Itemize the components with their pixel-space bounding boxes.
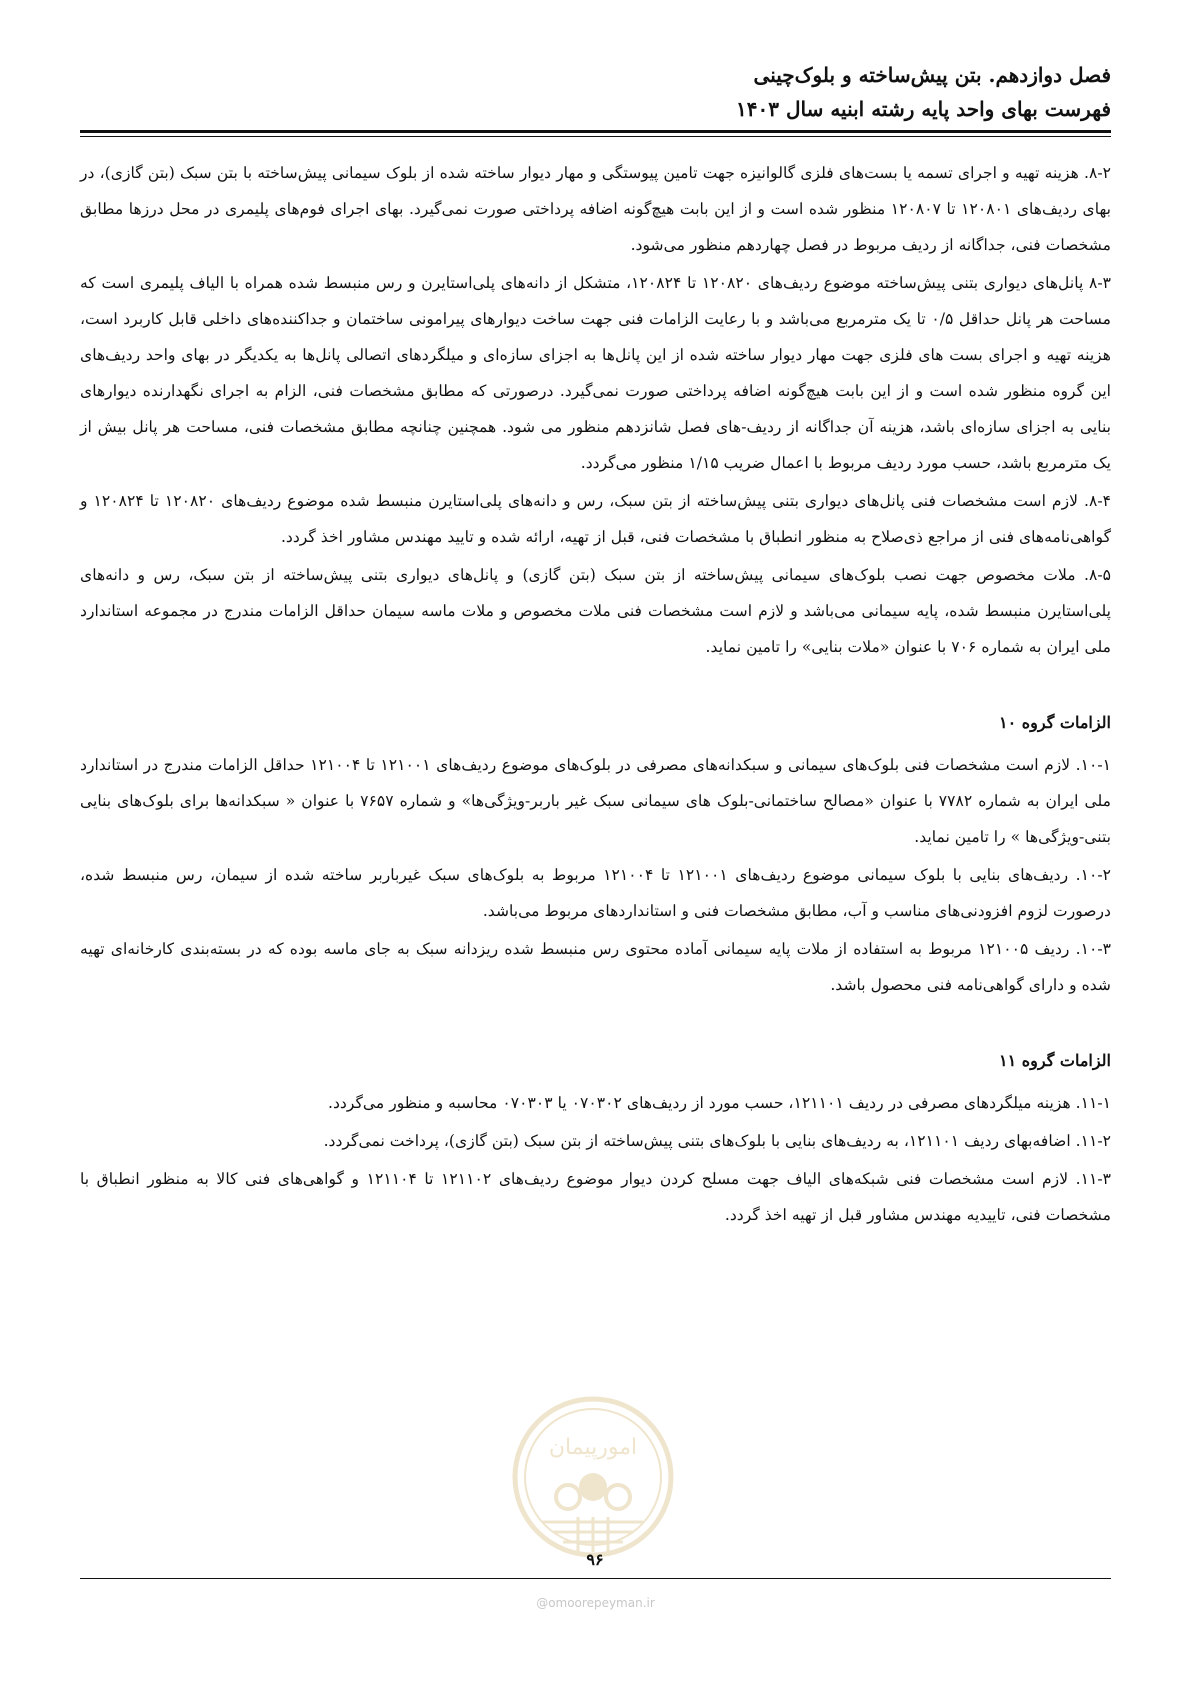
footer-rule xyxy=(80,1578,1111,1579)
header-rule-thin xyxy=(80,136,1111,137)
paragraph-11-2: ۱۱-۲. اضافه‌بهای ردیف ۱۲۱۱۰۱، به ردیف‌های بنایی با بلوک‌های بتنی پیش‌ساخته از بتن سبک (بتن گازی)، پرداخت نمی‌گردد. xyxy=(323,1132,1111,1150)
footer-website: @omoorepeyman.ir xyxy=(536,1596,655,1610)
paragraph-10-3: ۱۰-۳. ردیف ۱۲۱۰۰۵ مربوط به استفاده از ملات پایه سیمانی آماده محتوی رس منبسط شده ریزدانه سبک به جای ماسه بوده که در بسته‌بندی کارخانه‌ای تهیه شده و دارای گواهی‌نامه فنی محصول باشد. xyxy=(80,940,1111,994)
header-rule-thick xyxy=(80,130,1111,133)
page-content xyxy=(80,155,1111,1233)
group-10-title: الزامات گروه ۱۰ xyxy=(999,713,1111,732)
paragraph-10-1: ۱۰-۱. لازم است مشخصات فنی بلوک‌های سیمانی و سبکدانه‌های مصرفی در بلوک‌های موضوع ردیف‌های ۱۲۱۰۰۱ تا ۱۲۱۰۰۴ حداقل الزامات مندرج در استاندارد ملی ایران به شماره ۷۷۸۲ با عنوان «مصالح ساختمانی-بلوک های سیمانی سبک غیر باربر-ویژگی‌ها» و شماره ۷۶۵۷ با عنوان « سبکدانه‌ها برای بلوک‌های بنایی بتنی-ویژگی‌ها » را تامین نماید. xyxy=(80,756,1111,846)
group-11-title: الزامات گروه ۱۱ xyxy=(999,1051,1111,1070)
chapter-title: فصل دوازدهم. بتن پیش‌ساخته و بلوک‌چینی xyxy=(753,63,1111,87)
watermark-logo-icon xyxy=(508,1392,678,1572)
paragraph-11-1: ۱۱-۱. هزینه میلگردهای مصرفی در ردیف ۱۲۱۱۰۱، حسب مورد از ردیف‌های ۰۷۰۳۰۲ یا ۰۷۰۳۰۳ محاسبه و منظور می‌گردد. xyxy=(328,1094,1111,1112)
paragraph-10-2: ۱۰-۲. ردیف‌های بنایی با بلوک سیمانی موضوع ردیف‌های ۱۲۱۰۰۱ تا ۱۲۱۰۰۴ مربوط به بلوک‌های سبک غیرباربر ساخته شده از سیمان، رس منبسط شده، درصورت لزوم افزودنی‌های مناسب و آب، مطابق مشخصات فنی و استانداردهای مربوط می‌باشد. xyxy=(80,866,1111,920)
page-header xyxy=(81,58,1111,126)
paragraph-8-2: ۸-۲. هزینه تهیه و اجرای تسمه یا بست‌های فلزی گالوانیزه جهت تامین پیوستگی و مهار دیوار ساخته شده از بلوک سیمانی پیش‌ساخته با بتن سبک (بتن گازی)، در بهای ردیف‌های ۱۲۰۸۰۱ تا ۱۲۰۸۰۷ منظور شده است و از این بابت هیچ‌گونه اضافه پرداختی صورت نمی‌گیرد. بهای اجرای فوم‌های پلیمری در محل درزها مطابق مشخصات فنی، جداگانه از ردیف مربوط در فصل چهاردهم منظور می‌شود. xyxy=(80,164,1111,254)
page-number: ۹۶ xyxy=(586,1550,604,1569)
paragraph-8-3: ۸-۳ پانل‌های دیواری بتنی پیش‌ساخته موضوع ردیف‌های ۱۲۰۸۲۰ تا ۱۲۰۸۲۴، متشکل از دانه‌های پلی‌استایرن و رس منبسط شده همراه با الیاف پلیمری است که مساحت هر پانل حداقل ۰/۵ تا یک مترمربع می‌باشد و با رعایت الزامات فنی جهت ساخت دیوارهای پیرامونی ساختمان و جداکننده‌های داخلی قابل کاربرد است، هزینه تهیه و اجرای بست های فلزی جهت مهار دیوار ساخته شده از این پانل‌ها به اجزای سازه‌ای و میلگردهای اتصالی پانل‌ها به یکدیگر در بهای واحد ردیف‌های این گروه منظور شده است و از این بابت هیچ‌گونه اضافه پرداختی صورت نمی‌گیرد. درصورتی که مطابق مشخصات فنی، الزام به اجرای نگهدارنده دیوارهای بنایی به اجزای سازه‌ای باشد، هزینه آن جداگانه از ردیف-های فصل شانزدهم منظور می شود. همچنین چنانچه مطابق مشخصات فنی، مساحت هر پانل بیش از یک مترمربع باشد، حسب مورد ردیف مربوط با اعمال ضریب ۱/۱۵ منظور می‌گردد. xyxy=(80,274,1111,472)
book-title: فهرست بهای واحد پایه رشته ابنیه سال ۱۴۰۳ xyxy=(736,97,1111,121)
paragraph-11-3: ۱۱-۳. لازم است مشخصات فنی شبکه‌های الیاف جهت مسلح کردن دیوار موضوع ردیف‌های ۱۲۱۱۰۲ تا ۱۲۱۱۰۴ و گواهی‌های فنی کالا به منظور انطباق با مشخصات فنی، تاییدیه مهندس مشاور قبل از تهیه اخذ گردد. xyxy=(80,1170,1111,1224)
paragraph-8-5: ۸-۵. ملات مخصوص جهت نصب بلوک‌های سیمانی پیش‌ساخته از بتن سبک (بتن گازی) و پانل‌های دیواری بتنی پیش‌ساخته از بتن سبک، رس و دانه‌های پلی‌استایرن منبسط شده، پایه سیمانی می‌باشد و لازم است مشخصات فنی ملات مخصوص و ملات ماسه سیمان حداقل الزامات مندرج در مجموعه استاندارد ملی ایران به شماره ۷۰۶ با عنوان «ملات بنایی» را تامین نماید. xyxy=(80,566,1111,656)
watermark-logo-text: امورپیمان xyxy=(548,1435,638,1460)
paragraph-8-4: ۸-۴. لازم است مشخصات فنی پانل‌های دیواری بتنی پیش‌ساخته از بتن سبک، رس و دانه‌های پلی‌استایرن منبسط شده موضوع ردیف‌های ۱۲۰۸۲۰ تا ۱۲۰۸۲۴ و گواهی‌نامه‌های فنی از مراجع ذی‌صلاح به منظور انطباق با مشخصات فنی، قبل از تهیه، ارائه شده و تایید مهندس مشاور اخذ گردد. xyxy=(80,492,1111,546)
